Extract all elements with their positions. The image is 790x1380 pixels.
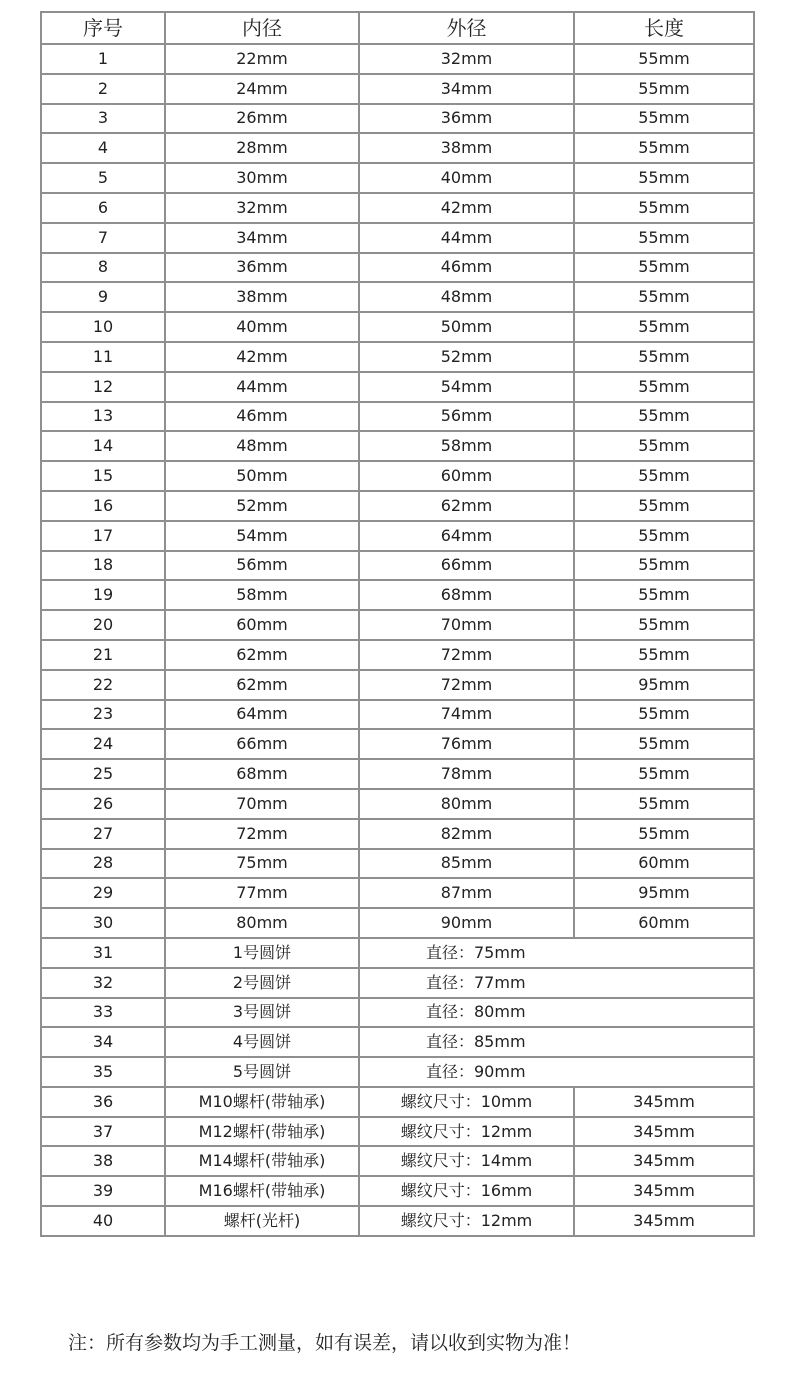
cell-length: 55mm — [574, 253, 754, 283]
cell-length: 60mm — [574, 849, 754, 879]
cell-outer-diameter: 62mm — [359, 491, 574, 521]
cell-index: 15 — [41, 461, 165, 491]
cell-length: 55mm — [574, 580, 754, 610]
cell-index: 18 — [41, 551, 165, 581]
table-row — [41, 223, 754, 253]
table-row — [41, 431, 754, 461]
cell-outer-diameter: 48mm — [359, 282, 574, 312]
cell-outer-diameter: 58mm — [359, 431, 574, 461]
cell-length: 345mm — [574, 1206, 754, 1236]
cell-index: 32 — [41, 968, 165, 998]
table-row-screw — [41, 1087, 754, 1117]
spec-table — [40, 11, 755, 1237]
cell-inner-diameter: 62mm — [165, 640, 359, 670]
cell-outer-diameter: 74mm — [359, 700, 574, 730]
cell-index: 34 — [41, 1027, 165, 1057]
cell-outer-diameter: 76mm — [359, 729, 574, 759]
table-row — [41, 402, 754, 432]
cell-outer-diameter: 66mm — [359, 551, 574, 581]
cell-inner-diameter: 62mm — [165, 670, 359, 700]
cell-length: 345mm — [574, 1087, 754, 1117]
cell-length: 55mm — [574, 700, 754, 730]
cell-inner-diameter: 26mm — [165, 104, 359, 134]
cell-outer-diameter: 40mm — [359, 163, 574, 193]
cell-index: 25 — [41, 759, 165, 789]
cell-thread-size: 螺纹尺寸：10mm — [359, 1087, 574, 1117]
table-row — [41, 551, 754, 581]
cell-thread-size: 螺纹尺寸：16mm — [359, 1176, 574, 1206]
cell-inner-diameter: 32mm — [165, 193, 359, 223]
cell-index: 27 — [41, 819, 165, 849]
cell-length: 55mm — [574, 133, 754, 163]
cell-length: 55mm — [574, 461, 754, 491]
cell-inner-diameter: 38mm — [165, 282, 359, 312]
cell-length: 55mm — [574, 431, 754, 461]
table-row — [41, 878, 754, 908]
cell-index: 16 — [41, 491, 165, 521]
spec-table-body — [41, 12, 754, 1236]
table-row — [41, 640, 754, 670]
header-outer-diameter: 外径 — [359, 12, 574, 44]
cell-length: 95mm — [574, 670, 754, 700]
cell-length: 55mm — [574, 640, 754, 670]
cell-inner-diameter: 54mm — [165, 521, 359, 551]
cell-item-name: 4号圆饼 — [165, 1027, 359, 1057]
cell-outer-diameter: 50mm — [359, 312, 574, 342]
cell-thread-size: 螺纹尺寸：12mm — [359, 1206, 574, 1236]
cell-length: 55mm — [574, 819, 754, 849]
table-row-screw — [41, 1117, 754, 1147]
cell-index: 28 — [41, 849, 165, 879]
cell-inner-diameter: 50mm — [165, 461, 359, 491]
cell-index: 10 — [41, 312, 165, 342]
header-inner-diameter: 内径 — [165, 12, 359, 44]
cell-inner-diameter: 72mm — [165, 819, 359, 849]
table-row-disc — [41, 1057, 754, 1087]
table-row-screw — [41, 1146, 754, 1176]
cell-item-name: 2号圆饼 — [165, 968, 359, 998]
table-row — [41, 700, 754, 730]
table-row-disc — [41, 998, 754, 1028]
cell-inner-diameter: 52mm — [165, 491, 359, 521]
cell-outer-diameter: 54mm — [359, 372, 574, 402]
cell-length: 55mm — [574, 521, 754, 551]
cell-length: 55mm — [574, 44, 754, 74]
cell-length: 55mm — [574, 163, 754, 193]
table-row-disc — [41, 968, 754, 998]
table-row — [41, 670, 754, 700]
cell-index: 11 — [41, 342, 165, 372]
cell-outer-diameter: 64mm — [359, 521, 574, 551]
cell-diameter: 直径：90mm — [359, 1057, 754, 1087]
cell-outer-diameter: 72mm — [359, 640, 574, 670]
cell-outer-diameter: 36mm — [359, 104, 574, 134]
cell-length: 60mm — [574, 908, 754, 938]
header-index: 序号 — [41, 12, 165, 44]
table-row — [41, 849, 754, 879]
table-row — [41, 491, 754, 521]
cell-inner-diameter: 24mm — [165, 74, 359, 104]
cell-length: 55mm — [574, 729, 754, 759]
cell-index: 22 — [41, 670, 165, 700]
table-row — [41, 342, 754, 372]
cell-length: 55mm — [574, 223, 754, 253]
cell-outer-diameter: 32mm — [359, 44, 574, 74]
cell-index: 12 — [41, 372, 165, 402]
table-row — [41, 104, 754, 134]
cell-index: 36 — [41, 1087, 165, 1117]
cell-length: 55mm — [574, 74, 754, 104]
table-row — [41, 789, 754, 819]
cell-outer-diameter: 42mm — [359, 193, 574, 223]
cell-thread-size: 螺纹尺寸：12mm — [359, 1117, 574, 1147]
cell-index: 3 — [41, 104, 165, 134]
cell-inner-diameter: 48mm — [165, 431, 359, 461]
cell-item-name: 1号圆饼 — [165, 938, 359, 968]
cell-length: 55mm — [574, 282, 754, 312]
cell-outer-diameter: 85mm — [359, 849, 574, 879]
cell-length: 55mm — [574, 610, 754, 640]
cell-inner-diameter: 68mm — [165, 759, 359, 789]
cell-index: 14 — [41, 431, 165, 461]
cell-inner-diameter: 40mm — [165, 312, 359, 342]
table-row — [41, 253, 754, 283]
cell-outer-diameter: 38mm — [359, 133, 574, 163]
table-row-screw — [41, 1176, 754, 1206]
cell-index: 24 — [41, 729, 165, 759]
cell-index: 33 — [41, 998, 165, 1028]
table-row — [41, 521, 754, 551]
cell-outer-diameter: 82mm — [359, 819, 574, 849]
table-row — [41, 610, 754, 640]
cell-outer-diameter: 52mm — [359, 342, 574, 372]
cell-length: 55mm — [574, 104, 754, 134]
header-row — [41, 12, 754, 44]
cell-outer-diameter: 56mm — [359, 402, 574, 432]
cell-index: 39 — [41, 1176, 165, 1206]
cell-item-name: 螺杆(光杆) — [165, 1206, 359, 1236]
table-row-disc — [41, 1027, 754, 1057]
table-row — [41, 163, 754, 193]
cell-index: 37 — [41, 1117, 165, 1147]
cell-item-name: M16螺杆(带轴承) — [165, 1176, 359, 1206]
cell-index: 38 — [41, 1146, 165, 1176]
footnote: 注：所有参数均为手工测量，如有误差，请以收到实物为准！ — [68, 1332, 582, 1354]
cell-diameter: 直径：85mm — [359, 1027, 754, 1057]
cell-diameter: 直径：77mm — [359, 968, 754, 998]
cell-diameter: 直径：75mm — [359, 938, 754, 968]
table-row-screw — [41, 1206, 754, 1236]
cell-index: 21 — [41, 640, 165, 670]
cell-inner-diameter: 42mm — [165, 342, 359, 372]
cell-index: 17 — [41, 521, 165, 551]
cell-outer-diameter: 72mm — [359, 670, 574, 700]
table-row — [41, 908, 754, 938]
table-row — [41, 759, 754, 789]
cell-item-name: M14螺杆(带轴承) — [165, 1146, 359, 1176]
table-row — [41, 461, 754, 491]
table-row — [41, 74, 754, 104]
cell-inner-diameter: 30mm — [165, 163, 359, 193]
cell-length: 55mm — [574, 312, 754, 342]
cell-outer-diameter: 70mm — [359, 610, 574, 640]
cell-inner-diameter: 80mm — [165, 908, 359, 938]
cell-outer-diameter: 87mm — [359, 878, 574, 908]
cell-index: 26 — [41, 789, 165, 819]
cell-outer-diameter: 46mm — [359, 253, 574, 283]
cell-length: 55mm — [574, 551, 754, 581]
cell-item-name: 5号圆饼 — [165, 1057, 359, 1087]
cell-outer-diameter: 44mm — [359, 223, 574, 253]
cell-index: 23 — [41, 700, 165, 730]
cell-inner-diameter: 36mm — [165, 253, 359, 283]
cell-index: 31 — [41, 938, 165, 968]
table-row-disc — [41, 938, 754, 968]
cell-item-name: M10螺杆(带轴承) — [165, 1087, 359, 1117]
cell-index: 4 — [41, 133, 165, 163]
cell-index: 7 — [41, 223, 165, 253]
table-row — [41, 372, 754, 402]
table-row — [41, 819, 754, 849]
cell-index: 40 — [41, 1206, 165, 1236]
cell-outer-diameter: 60mm — [359, 461, 574, 491]
cell-length: 345mm — [574, 1117, 754, 1147]
cell-inner-diameter: 70mm — [165, 789, 359, 819]
cell-index: 8 — [41, 253, 165, 283]
cell-length: 55mm — [574, 491, 754, 521]
cell-index: 13 — [41, 402, 165, 432]
table-row — [41, 312, 754, 342]
cell-index: 35 — [41, 1057, 165, 1087]
cell-index: 20 — [41, 610, 165, 640]
cell-index: 30 — [41, 908, 165, 938]
cell-index: 9 — [41, 282, 165, 312]
cell-length: 55mm — [574, 759, 754, 789]
cell-length: 345mm — [574, 1146, 754, 1176]
cell-item-name: M12螺杆(带轴承) — [165, 1117, 359, 1147]
cell-index: 29 — [41, 878, 165, 908]
cell-outer-diameter: 68mm — [359, 580, 574, 610]
cell-item-name: 3号圆饼 — [165, 998, 359, 1028]
table-row — [41, 580, 754, 610]
table-row — [41, 133, 754, 163]
cell-inner-diameter: 28mm — [165, 133, 359, 163]
cell-inner-diameter: 46mm — [165, 402, 359, 432]
table-row — [41, 282, 754, 312]
cell-index: 1 — [41, 44, 165, 74]
cell-length: 55mm — [574, 342, 754, 372]
cell-inner-diameter: 64mm — [165, 700, 359, 730]
cell-length: 55mm — [574, 789, 754, 819]
cell-inner-diameter: 44mm — [165, 372, 359, 402]
cell-outer-diameter: 80mm — [359, 789, 574, 819]
cell-index: 5 — [41, 163, 165, 193]
cell-inner-diameter: 22mm — [165, 44, 359, 74]
cell-length: 95mm — [574, 878, 754, 908]
cell-inner-diameter: 77mm — [165, 878, 359, 908]
cell-length: 55mm — [574, 402, 754, 432]
cell-outer-diameter: 90mm — [359, 908, 574, 938]
cell-inner-diameter: 56mm — [165, 551, 359, 581]
cell-inner-diameter: 60mm — [165, 610, 359, 640]
table-row — [41, 729, 754, 759]
cell-outer-diameter: 34mm — [359, 74, 574, 104]
cell-index: 2 — [41, 74, 165, 104]
cell-inner-diameter: 75mm — [165, 849, 359, 879]
table-row — [41, 193, 754, 223]
cell-inner-diameter: 66mm — [165, 729, 359, 759]
cell-length: 345mm — [574, 1176, 754, 1206]
cell-thread-size: 螺纹尺寸：14mm — [359, 1146, 574, 1176]
table-row — [41, 44, 754, 74]
cell-index: 19 — [41, 580, 165, 610]
cell-diameter: 直径：80mm — [359, 998, 754, 1028]
cell-length: 55mm — [574, 193, 754, 223]
cell-inner-diameter: 34mm — [165, 223, 359, 253]
cell-outer-diameter: 78mm — [359, 759, 574, 789]
cell-length: 55mm — [574, 372, 754, 402]
header-length: 长度 — [574, 12, 754, 44]
cell-index: 6 — [41, 193, 165, 223]
cell-inner-diameter: 58mm — [165, 580, 359, 610]
